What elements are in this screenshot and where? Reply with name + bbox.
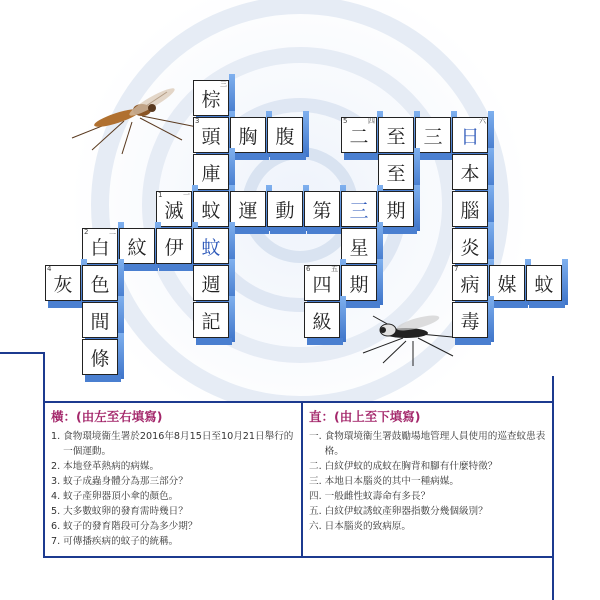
clue-item <box>309 519 546 534</box>
down-list <box>309 429 546 534</box>
cell-letter: 動 <box>267 191 303 227</box>
cell-letter: 日 <box>452 117 488 153</box>
cell-letter: 胸 <box>230 117 266 153</box>
crossword-cell[interactable] <box>230 117 266 153</box>
crossword-cell[interactable] <box>156 228 192 264</box>
crossword-cell[interactable] <box>415 117 451 153</box>
cell-letter: 期 <box>378 191 414 227</box>
cell-letter: 期 <box>341 265 377 301</box>
across-clues <box>45 403 303 556</box>
across-clue-number: 4 <box>47 265 52 273</box>
crossword-cell[interactable] <box>267 117 303 153</box>
clue-number: 1. <box>51 431 61 442</box>
clue-number: 一. <box>309 431 322 442</box>
across-clue-number: 7 <box>454 265 459 273</box>
crossword-cell[interactable] <box>452 265 488 301</box>
cell-letter: 灰 <box>45 265 81 301</box>
crossword-cell[interactable] <box>82 302 118 338</box>
clue-text: 一般雌性蚊壽命有多長？ <box>324 491 431 502</box>
cell-letter: 三 <box>341 191 377 227</box>
clue-number: 五. <box>309 506 322 517</box>
clue-text: 日本腦炎的致病原。 <box>324 521 411 532</box>
cell-letter: 間 <box>82 302 118 338</box>
crossword-cell[interactable] <box>193 154 229 190</box>
crossword-cell[interactable] <box>452 191 488 227</box>
crossword-cell[interactable] <box>193 265 229 301</box>
cell-letter: 運 <box>230 191 266 227</box>
crossword-cell[interactable] <box>193 80 229 116</box>
crossword-cell[interactable] <box>45 265 81 301</box>
down-clue-number: 六 <box>479 117 486 125</box>
cell-letter: 炎 <box>452 228 488 264</box>
crossword-cell[interactable] <box>452 302 488 338</box>
crossword-cell[interactable] <box>378 117 414 153</box>
across-clue-number: 6 <box>306 265 311 273</box>
crossword-cell[interactable] <box>378 191 414 227</box>
clue-item <box>51 489 295 504</box>
crossword-cell[interactable] <box>267 191 303 227</box>
crossword-cell[interactable] <box>304 191 340 227</box>
clue-text: 食物環境衞生署於2016年8月15日至10月21日舉行的一個運動。 <box>63 431 294 457</box>
cell-letter: 級 <box>304 302 340 338</box>
cell-letter: 條 <box>82 339 118 375</box>
cell-letter: 蚊 <box>526 265 562 301</box>
cell-letter: 腹 <box>267 117 303 153</box>
crossword-cell[interactable] <box>82 265 118 301</box>
down-clue-number: 三 <box>220 80 227 88</box>
crossword-cell[interactable] <box>378 154 414 190</box>
down-clue-number: 四 <box>368 117 375 125</box>
clue-item <box>309 459 546 474</box>
crossword-cell[interactable] <box>156 191 192 227</box>
across-title: 橫：(由左至右填寫) <box>51 409 163 424</box>
crossword-cell[interactable] <box>452 154 488 190</box>
cell-letter: 至 <box>378 117 414 153</box>
cell-letter: 白 <box>82 228 118 264</box>
cell-letter: 至 <box>378 154 414 190</box>
crossword-cell[interactable] <box>341 265 377 301</box>
frame-line <box>0 352 43 354</box>
cell-letter: 二 <box>341 117 377 153</box>
cell-letter: 四 <box>304 265 340 301</box>
across-list <box>51 429 295 549</box>
clue-number: 2. <box>51 461 61 472</box>
down-clues <box>303 403 552 556</box>
crossword-cell[interactable] <box>489 265 525 301</box>
cell-letter: 棕 <box>193 80 229 116</box>
clue-item <box>51 504 295 519</box>
crossword-cell[interactable] <box>452 117 488 153</box>
clue-text: 白紋伊蚊的成蚊在胸背和腳有什麼特徵？ <box>324 461 498 472</box>
clue-number: 7. <box>51 536 61 547</box>
clue-number: 3. <box>51 476 61 487</box>
crossword-cell[interactable] <box>119 228 155 264</box>
clue-number: 四. <box>309 491 322 502</box>
clue-item <box>309 429 546 459</box>
frame-line <box>43 352 45 401</box>
clue-item <box>51 519 295 534</box>
crossword-cell[interactable] <box>193 302 229 338</box>
clue-number: 二. <box>309 461 322 472</box>
cell-letter: 色 <box>82 265 118 301</box>
crossword-cell[interactable] <box>304 302 340 338</box>
down-clue-number: 一 <box>183 191 190 199</box>
cell-letter: 頭 <box>193 117 229 153</box>
across-clue-number: 3 <box>195 117 200 125</box>
cell-letter: 蚊 <box>193 191 229 227</box>
crossword-cell[interactable] <box>304 265 340 301</box>
clue-text: 本地登革熱病的病媒。 <box>63 461 160 472</box>
crossword-cell[interactable] <box>526 265 562 301</box>
cell-letter: 毒 <box>452 302 488 338</box>
clue-item <box>309 504 546 519</box>
clue-text: 蚊子的發育階段可分為多少期？ <box>63 521 198 532</box>
crossword-cell[interactable] <box>452 228 488 264</box>
clue-item <box>51 459 295 474</box>
cell-letter: 本 <box>452 154 488 190</box>
cell-letter: 滅 <box>156 191 192 227</box>
clue-text: 大多數蚊卵的發育需時幾日？ <box>63 506 188 517</box>
cell-letter: 星 <box>341 228 377 264</box>
clue-text: 本地日本腦炎的其中一種病媒。 <box>324 476 459 487</box>
cell-letter: 第 <box>304 191 340 227</box>
clue-number: 三. <box>309 476 322 487</box>
clue-item <box>51 429 295 459</box>
crossword-cell[interactable] <box>82 228 118 264</box>
mosquito-illustration-1 <box>62 88 212 158</box>
clue-text: 白紋伊蚊誘蚊產卵器指數分幾個級別？ <box>324 506 488 517</box>
across-clue-number: 5 <box>343 117 348 125</box>
across-clue-number: 1 <box>158 191 163 199</box>
clue-item <box>51 534 295 549</box>
clues-panel <box>43 401 554 558</box>
crossword-cell[interactable] <box>341 191 377 227</box>
cell-letter: 蚊 <box>193 228 229 264</box>
crossword-cell[interactable] <box>82 339 118 375</box>
clue-item <box>309 474 546 489</box>
down-title: 直：(由上至下填寫) <box>309 409 421 424</box>
clue-text: 食物環境衞生署鼓勵場地管理人員使用的巡查蚊患表格。 <box>324 431 546 457</box>
cell-letter: 週 <box>193 265 229 301</box>
clue-text: 蚊子成蟲身體分為那三部分？ <box>63 476 188 487</box>
crossword-cell[interactable] <box>341 117 377 153</box>
crossword-cell[interactable] <box>230 191 266 227</box>
cell-letter: 伊 <box>156 228 192 264</box>
clue-text: 蚊子產卵器頂小傘的顏色。 <box>63 491 179 502</box>
cell-letter: 三 <box>415 117 451 153</box>
clue-item <box>51 474 295 489</box>
clue-number: 6. <box>51 521 61 532</box>
clue-text: 可傳播疾病的蚊子的統稱。 <box>63 536 179 547</box>
crossword-cell[interactable] <box>193 117 229 153</box>
clue-number: 5. <box>51 506 61 517</box>
down-clue-number: 二 <box>109 228 116 236</box>
cell-letter: 記 <box>193 302 229 338</box>
cell-letter: 腦 <box>452 191 488 227</box>
cell-letter: 庫 <box>193 154 229 190</box>
clue-item <box>309 489 546 504</box>
across-clue-number: 2 <box>84 228 89 236</box>
cell-letter: 紋 <box>119 228 155 264</box>
down-clue-number: 五 <box>331 265 338 273</box>
clue-number: 六. <box>309 521 322 532</box>
clue-number: 4. <box>51 491 61 502</box>
cell-letter: 病 <box>452 265 488 301</box>
cell-letter: 媒 <box>489 265 525 301</box>
crossword-cell[interactable] <box>193 191 229 227</box>
crossword-cell[interactable] <box>341 228 377 264</box>
crossword-cell[interactable] <box>193 228 229 264</box>
